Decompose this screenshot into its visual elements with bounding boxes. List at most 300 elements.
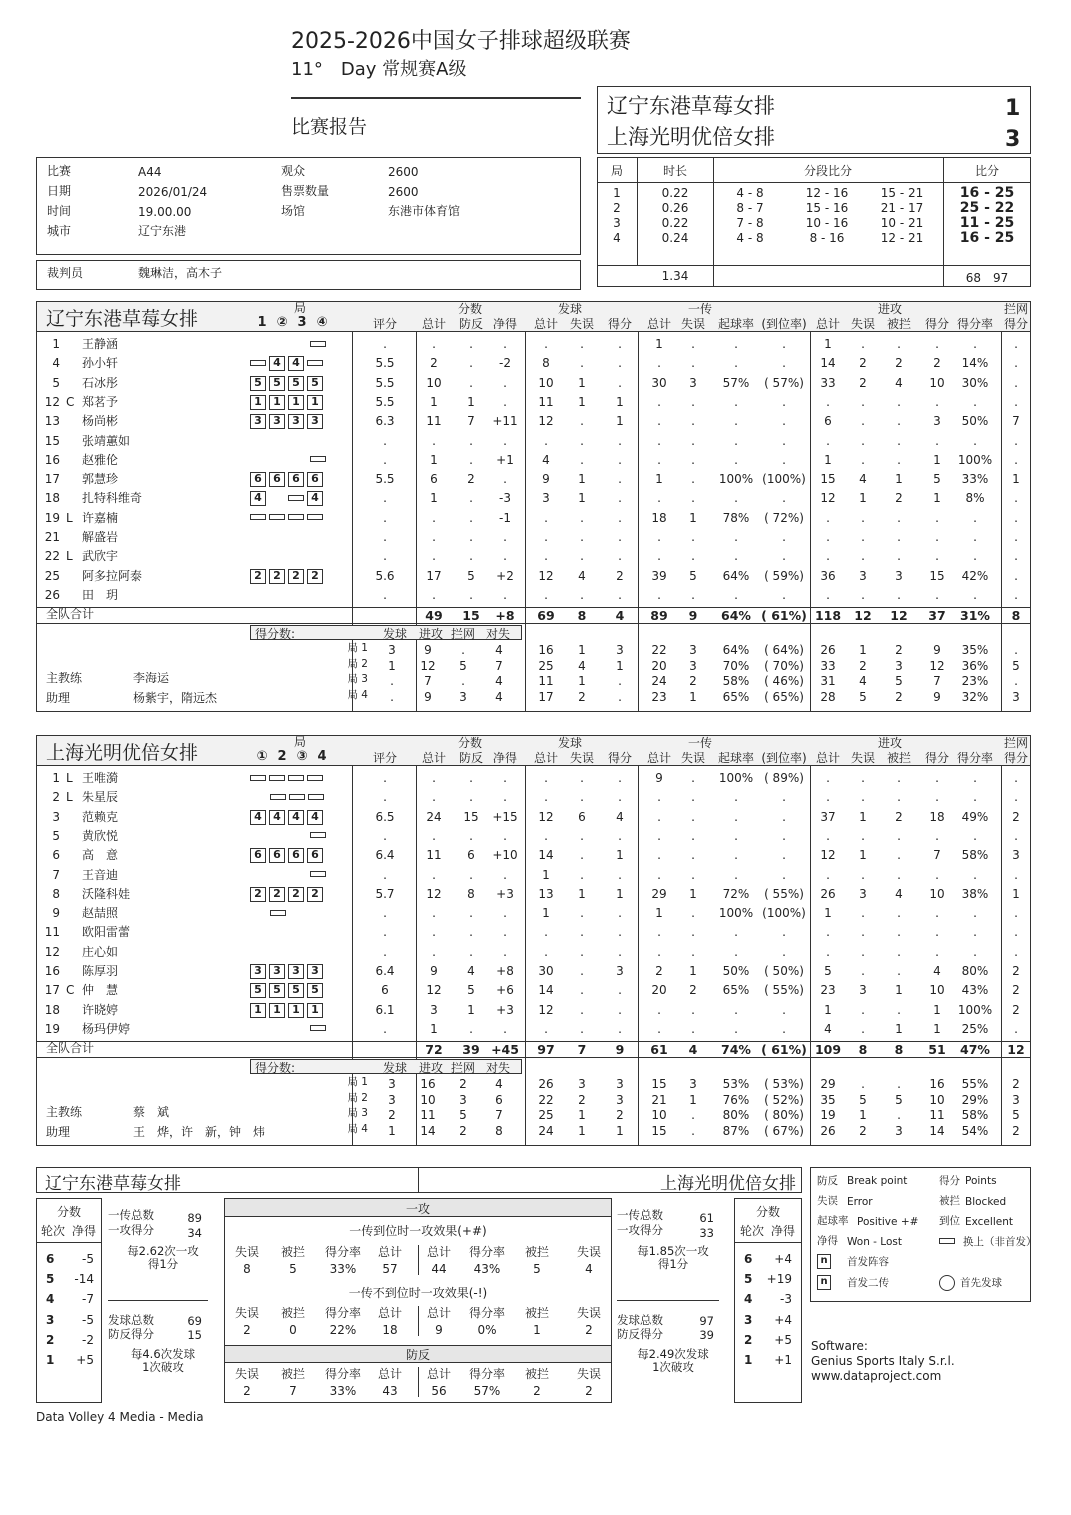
rotation-net: +19	[766, 1272, 792, 1287]
tickets-value: 2600	[388, 185, 419, 199]
grid-head: 总计	[426, 1245, 451, 1259]
stat-cell: .	[691, 925, 695, 940]
assistant-names: 王 烨，许 新，钟 炜	[133, 1125, 266, 1140]
stat-cell: 6	[381, 983, 389, 998]
points-head-block: 拦网	[450, 627, 475, 642]
starter-position: 6	[307, 472, 323, 487]
stat-cell: 5	[467, 568, 475, 583]
stat-cell: 8	[467, 886, 475, 901]
set-detail-cell: 7	[495, 658, 503, 673]
player-tag: C	[66, 983, 75, 998]
stat-cell: .	[1014, 906, 1018, 921]
set-detail-cell: ( 70%)	[764, 658, 804, 673]
away-net-label: 净得	[771, 1224, 796, 1238]
stat-cell: 1	[895, 983, 903, 998]
player-number: 15	[44, 433, 60, 448]
stat-cell: 5.5	[375, 394, 395, 409]
stat-cell: 1	[933, 491, 941, 506]
legend-bp-cn: 防反	[817, 1175, 838, 1187]
stat-cell: .	[897, 414, 901, 429]
stat-cell: 7	[467, 414, 475, 429]
starter-position: 2	[269, 569, 285, 584]
set-detail-cell: 11	[538, 674, 554, 689]
set-detail-cell: 3	[689, 1077, 697, 1092]
stat-cell: ( 55%)	[764, 983, 804, 998]
stat-cell: .	[580, 944, 584, 959]
stat-cell: 6.5	[375, 809, 395, 824]
stat-cell: .	[580, 337, 584, 351]
set-detail-cell: 9	[933, 689, 941, 704]
first-attack-title: 一攻	[405, 1202, 430, 1216]
player-rotation	[250, 375, 326, 391]
stat-cell: ( 55%)	[764, 886, 804, 901]
stat-cell: .	[935, 587, 939, 602]
stat-cell: +8	[496, 964, 514, 978]
grid-value: 9	[435, 1323, 443, 1337]
set-detail-cell: 76%	[722, 1092, 750, 1107]
col-head: 得分	[607, 317, 632, 331]
grid-value: 4	[585, 1262, 593, 1276]
set-score: 16 - 25	[959, 230, 1015, 246]
stat-cell: 6	[430, 472, 438, 487]
set-detail-cell: 26	[820, 1123, 836, 1138]
rotation-number: 2	[46, 1332, 55, 1347]
assistant-names: 杨紫宇，隋远杰	[133, 691, 218, 706]
legend-err-cn: 失误	[817, 1195, 838, 1207]
legend-net-en: Won - Lost	[847, 1236, 902, 1248]
stat-cell: .	[432, 944, 436, 959]
set-detail-cell: 1	[689, 1092, 697, 1107]
stat-cell: .	[432, 771, 436, 785]
stat-cell: 4	[542, 452, 550, 467]
set-detail-cell: 9	[933, 643, 941, 658]
stat-cell: 4	[824, 1021, 832, 1036]
stat-cell: +1	[496, 452, 514, 467]
player-name: 许晓婷	[82, 1002, 119, 1017]
total-cell: 89	[650, 608, 668, 624]
stat-cell: 3	[430, 1002, 438, 1017]
stat-cell: 15	[463, 809, 479, 824]
stat-cell: .	[826, 433, 830, 448]
stat-cell: +15	[492, 809, 518, 824]
set-detail-cell: .	[618, 689, 622, 704]
player-tag: L	[66, 771, 73, 785]
player-number: 17	[44, 472, 60, 487]
total-cell: 47%	[960, 1042, 990, 1058]
stat-cell: .	[897, 828, 901, 843]
set-detail-cell: 5	[1012, 658, 1020, 673]
set-detail-cell: 3	[689, 658, 697, 673]
stat-cell: .	[657, 491, 661, 506]
stat-cell: .	[973, 549, 977, 564]
stat-cell: 1	[824, 452, 832, 467]
grid-head: 被拦	[280, 1245, 305, 1259]
total-cell: 74%	[721, 1042, 751, 1058]
stat-cell: .	[734, 530, 738, 544]
stat-cell: 6	[824, 414, 832, 429]
stat-cell: .	[782, 491, 786, 506]
player-rotation	[250, 867, 329, 883]
legend-first-serve: 首先发球	[960, 1277, 1002, 1289]
set-detail-cell: 2	[859, 1123, 867, 1138]
player-number: 18	[44, 491, 60, 506]
stat-cell: 1	[542, 867, 550, 882]
starter-position: 1	[307, 1003, 323, 1018]
rotation-number: 1	[46, 1353, 55, 1367]
legend-blk-en: Blocked	[965, 1196, 1007, 1208]
set-detail-cell: 23	[651, 689, 667, 704]
stat-cell: .	[897, 771, 901, 785]
set-detail-cell: 70%	[722, 658, 750, 673]
stat-cell: 100%	[957, 452, 993, 467]
grid-value: 0%	[477, 1323, 497, 1337]
stat-cell: .	[580, 1002, 584, 1017]
player-rotation	[250, 905, 289, 921]
stat-cell: .	[782, 1002, 786, 1017]
rotation-number: 2	[744, 1332, 753, 1347]
set-detail-cell: 6	[495, 1092, 503, 1107]
home-recv-label: 一传总数	[108, 1208, 154, 1222]
stat-cell: 5	[689, 568, 697, 583]
stat-cell: 1	[895, 1021, 903, 1036]
stat-cell: .	[432, 549, 436, 564]
referee-label: 裁判员	[47, 266, 84, 280]
player-number: 4	[52, 356, 60, 371]
stat-cell: .	[1014, 530, 1018, 544]
home-net-label: 净得	[72, 1224, 97, 1238]
legend-blk-cn: 被拦	[939, 1195, 960, 1207]
stat-cell: .	[897, 510, 901, 525]
total-cell: 4	[688, 1042, 698, 1058]
stat-cell: 18	[929, 809, 945, 824]
set-detail-cell: 24	[651, 674, 667, 689]
stat-cell: 42%	[961, 568, 989, 583]
stat-cell: .	[544, 587, 548, 602]
total-cell: 118	[814, 608, 842, 624]
negative-recv-title: 一传不到位时一攻效果(-!)	[348, 1286, 488, 1300]
set-detail-cell: 9	[424, 689, 432, 704]
stat-cell: .	[734, 809, 738, 824]
stat-cell: .	[861, 1002, 865, 1017]
stat-cell: .	[618, 906, 622, 921]
stat-cell: 1	[1012, 472, 1020, 487]
stat-cell: .	[503, 906, 507, 921]
stat-cell: .	[383, 944, 387, 959]
starter-position: 6	[250, 848, 266, 863]
set-partial-21: 21 - 17	[880, 201, 924, 215]
set-detail-label: 局 3	[347, 673, 368, 686]
set-duration: 0.22	[661, 216, 689, 230]
sub-marker	[270, 910, 286, 916]
stat-cell: .	[935, 530, 939, 544]
legend-sub: 换上（非首发）	[963, 1236, 1037, 1248]
set-detail-cell: 7	[424, 674, 432, 689]
grid-divider	[418, 1306, 419, 1336]
player-name: 石冰彤	[82, 375, 119, 390]
stat-cell: 3	[616, 964, 624, 978]
set-detail-label: 局 2	[347, 1091, 368, 1104]
match-label: 比赛	[47, 164, 72, 178]
col-head: 得分	[924, 317, 949, 331]
set-detail-cell: 15	[651, 1123, 667, 1138]
starter-position: 3	[288, 964, 304, 979]
set-detail-cell: 3	[388, 643, 396, 658]
starter-position: 2	[288, 887, 304, 902]
stat-cell: .	[861, 549, 865, 564]
stat-cell: .	[469, 828, 473, 843]
stat-cell: +3	[496, 886, 514, 901]
set-detail-cell: 2	[1012, 1077, 1020, 1092]
stat-cell: .	[782, 828, 786, 843]
stat-cell: .	[1014, 510, 1018, 525]
stat-cell: (100%)	[762, 472, 806, 487]
col-attack: 进攻	[877, 302, 902, 316]
set-score: 16 - 25	[959, 185, 1015, 201]
player-rotation	[250, 413, 326, 429]
set-detail-cell: 1	[578, 1108, 586, 1123]
player-name: 高 意	[82, 848, 119, 863]
software-label: Software:	[811, 1339, 868, 1353]
player-name: 王音迪	[82, 867, 119, 882]
stat-cell: .	[826, 771, 830, 785]
stat-cell: .	[935, 828, 939, 843]
player-number: 18	[44, 1002, 60, 1017]
stat-cell: .	[973, 771, 977, 785]
col-head: 得分	[1003, 751, 1028, 765]
col-head: 总计	[646, 751, 671, 765]
grid-divider	[418, 1367, 419, 1397]
stat-cell: .	[618, 452, 622, 467]
rotation-head: 4	[317, 749, 327, 764]
starter-position: 6	[269, 472, 285, 487]
stat-cell: 1	[430, 394, 438, 409]
col-head: 总计	[533, 317, 558, 331]
stat-cell: .	[861, 964, 865, 978]
set-detail-cell: 35%	[961, 643, 989, 658]
stat-cell: 12	[426, 886, 442, 901]
away-sets-won: 3	[1005, 127, 1021, 152]
stat-cell: 100%	[957, 1002, 993, 1017]
player-rotation	[250, 394, 326, 410]
set-detail-cell: 3	[578, 1077, 586, 1092]
set-detail-cell: ( 46%)	[764, 674, 804, 689]
set-detail-cell: 29	[820, 1077, 836, 1092]
stat-cell: 2	[895, 809, 903, 824]
starter-position: 6	[288, 848, 304, 863]
stat-cell: .	[618, 510, 622, 525]
set-detail-cell: 7	[495, 1108, 503, 1123]
stat-cell: 1	[689, 510, 697, 525]
software-url[interactable]: www.dataproject.com	[811, 1369, 942, 1383]
stat-cell: .	[782, 433, 786, 448]
stat-cell: .	[469, 906, 473, 921]
stat-cell: 1	[933, 1021, 941, 1036]
starter-position: 3	[288, 414, 304, 429]
set-detail-cell: 10	[651, 1108, 667, 1123]
stat-cell: .	[469, 337, 473, 351]
total-cell: ( 61%)	[761, 1042, 807, 1058]
set-detail-cell: 10	[929, 1092, 945, 1107]
stat-cell: 43%	[961, 983, 989, 998]
stat-cell: .	[1014, 375, 1018, 390]
stat-cell: 2	[933, 356, 941, 371]
starter-position: 6	[269, 848, 285, 863]
stat-cell: ( 50%)	[764, 964, 804, 978]
stat-cell: 14	[538, 983, 554, 998]
player-number: 16	[44, 964, 60, 978]
away-rot-rule	[734, 1242, 802, 1243]
col-head: (到位率)	[761, 317, 807, 331]
player-name: 朱星辰	[82, 790, 119, 805]
stat-cell: .	[1014, 491, 1018, 506]
rotation-head: ③	[296, 749, 308, 764]
stat-cell: .	[432, 587, 436, 602]
legend-starter: 首发阵容	[847, 1256, 889, 1268]
points-head-attack: 进攻	[418, 1061, 443, 1076]
grid-value: 33%	[329, 1262, 357, 1276]
starter-position: 4	[250, 810, 266, 825]
stat-cell: .	[826, 530, 830, 544]
stat-cell: 7	[1012, 414, 1020, 429]
assistant-label: 助理	[46, 1125, 71, 1140]
set-duration: 0.22	[661, 186, 689, 200]
player-rotation	[250, 886, 326, 902]
stat-cell: .	[935, 771, 939, 785]
total-cell: 109	[814, 1042, 842, 1058]
set-detail-cell: 80%	[722, 1108, 750, 1123]
stat-cell: .	[691, 491, 695, 506]
away-rot-title: 分数	[755, 1205, 780, 1219]
set-detail-cell: 5	[459, 658, 467, 673]
stat-cell: .	[734, 549, 738, 564]
set-detail-cell: .	[691, 1108, 695, 1123]
stat-cell: .	[861, 530, 865, 544]
set-detail-cell: 5	[1012, 1108, 1020, 1123]
stat-cell: .	[734, 356, 738, 371]
stat-cell: 50%	[722, 964, 750, 978]
stat-cell: .	[657, 549, 661, 564]
player-tag: L	[66, 510, 73, 525]
player-number: 2	[52, 790, 60, 805]
set-partial-8: 4 - 8	[736, 186, 764, 200]
set-number: 3	[613, 216, 621, 230]
stat-cell: 24	[426, 809, 442, 824]
stat-cell: .	[1014, 1021, 1018, 1036]
rotation-net: +5	[774, 1332, 792, 1347]
stat-cell: 100%	[718, 472, 754, 487]
points-head-error: 对失	[485, 627, 510, 642]
stat-cell: .	[657, 809, 661, 824]
stat-cell: .	[469, 452, 473, 467]
player-name: 仲 慧	[82, 983, 119, 998]
referee-box	[36, 260, 581, 290]
grid-head: 总计	[426, 1367, 451, 1381]
stat-cell: 3	[689, 375, 697, 390]
stat-cell: .	[544, 925, 548, 940]
stat-cell: .	[826, 510, 830, 525]
stat-cell: .	[657, 790, 661, 805]
starter-position: 3	[307, 414, 323, 429]
stat-cell: .	[580, 587, 584, 602]
col-head: 净得	[492, 751, 517, 765]
grid-value: 43%	[473, 1262, 501, 1276]
stat-cell: 5	[467, 983, 475, 998]
stat-cell: .	[383, 906, 387, 921]
stat-cell: .	[618, 337, 622, 351]
set-detail-cell: 5	[859, 1092, 867, 1107]
total-cell: 51	[928, 1042, 946, 1058]
stat-cell: .	[383, 828, 387, 843]
set-detail-cell: 32%	[961, 689, 989, 704]
starter-position: 4	[269, 810, 285, 825]
player-name: 郑茗予	[82, 394, 119, 409]
stat-cell: 5.6	[375, 568, 395, 583]
player-rotation	[250, 452, 329, 468]
team-table-title: 辽宁东港草莓女排	[46, 308, 199, 330]
player-rotation	[250, 568, 326, 584]
total-cell: 37	[928, 608, 946, 624]
set-duration: 0.24	[661, 231, 689, 245]
col-head: (到位率)	[761, 751, 807, 765]
starter-position: 1	[250, 395, 266, 410]
stat-cell: .	[897, 433, 901, 448]
stat-cell: .	[618, 375, 622, 390]
stat-cell: ( 59%)	[764, 568, 804, 583]
footer-text: Data Volley 4 Media - Media	[36, 1410, 204, 1424]
rotation-head: 1	[257, 315, 267, 330]
home-ratio2b: 1次破攻	[142, 1360, 184, 1374]
stat-cell: .	[432, 790, 436, 805]
stat-cell: .	[657, 587, 661, 602]
stat-cell: .	[1014, 452, 1018, 467]
total-cell: 64%	[721, 608, 751, 624]
stat-cell: .	[897, 1002, 901, 1017]
set-partial-16: 8 - 16	[809, 231, 845, 245]
stat-cell: .	[782, 848, 786, 863]
stat-cell: .	[618, 1021, 622, 1036]
stat-cell: .	[1014, 867, 1018, 882]
stat-cell: 33	[820, 375, 836, 390]
stat-cell: .	[734, 925, 738, 940]
grid-head: 得分率	[468, 1367, 505, 1381]
stat-cell: .	[782, 587, 786, 602]
stat-cell: .	[861, 510, 865, 525]
stat-cell: 1	[655, 472, 663, 487]
stat-cell: .	[503, 790, 507, 805]
stat-cell: 3	[859, 983, 867, 998]
stat-cell: .	[580, 356, 584, 371]
stat-cell: .	[897, 452, 901, 467]
player-name: 范赖克	[82, 809, 119, 824]
stat-cell: .	[691, 867, 695, 882]
sub-marker	[308, 794, 324, 800]
set-detail-cell: 26	[820, 643, 836, 658]
set-partial-16: 15 - 16	[805, 201, 849, 215]
stat-cell: 1	[895, 472, 903, 487]
stat-cell: 2	[430, 356, 438, 371]
player-name: 田 玥	[82, 587, 119, 602]
legend-sub-icon	[939, 1238, 955, 1244]
legend-pts-cn: 得分	[939, 1175, 960, 1187]
stat-cell: 2	[1012, 964, 1020, 978]
stat-cell: ( 89%)	[764, 771, 804, 785]
report-title: 2025-2026中国女子排球超级联赛	[291, 29, 631, 54]
stat-cell: .	[580, 549, 584, 564]
total-cell: 8	[1011, 608, 1021, 624]
stat-cell: 100%	[718, 771, 754, 785]
sub-marker	[310, 1025, 326, 1031]
col-head: 得分	[924, 751, 949, 765]
